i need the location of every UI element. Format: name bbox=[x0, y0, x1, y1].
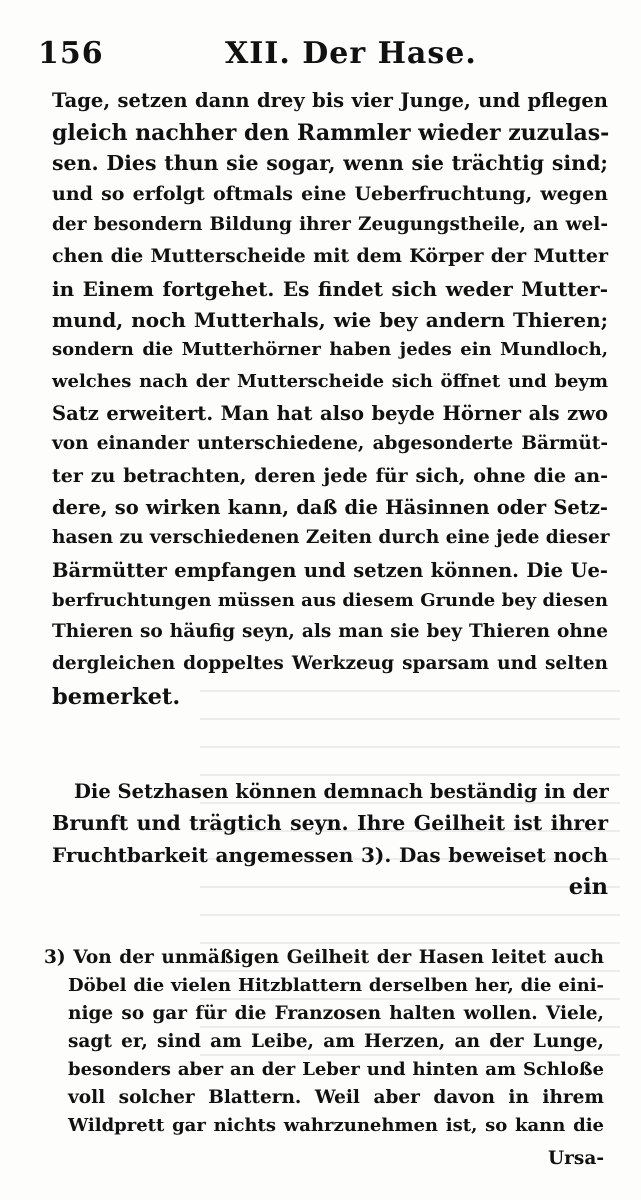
body-line: mund, noch Mutterhals, wie bey andern Thieren; bbox=[52, 308, 608, 332]
body-line: chen die Mutterscheide mit dem Körper der Mutter bbox=[52, 245, 608, 267]
body-line: Thieren so häufig seyn, als man sie bey Thieren ohne bbox=[52, 621, 608, 642]
body-line: Bärmütter empfangen und setzen können. Die Ue- bbox=[52, 559, 608, 582]
body-line: sondern die Mutterhörner haben jedes ein Mundloch, bbox=[52, 339, 608, 360]
paragraph-line: Fruchtbarkeit angemessen 3). Das beweiset noch bbox=[52, 843, 608, 867]
footnote-line: nige so gar für die Franzosen halten wollen. Viele, bbox=[68, 1003, 604, 1024]
page-number: 156 bbox=[38, 36, 104, 71]
body-line: bemerket. bbox=[52, 684, 181, 710]
body-line: ter zu betrachten, deren jede für sich, ohne die an- bbox=[52, 465, 608, 487]
body-line: in Einem fortgehet. Es findet sich weder Mutter- bbox=[52, 277, 608, 301]
body-line: der besondern Bildung ihrer Zeugungstheile, an wel- bbox=[52, 214, 608, 235]
body-line: welches nach der Mutterscheide sich öffnet und beym bbox=[52, 371, 608, 392]
footnote-line: voll solcher Blattern. Weil aber davon in ihrem bbox=[68, 1087, 604, 1108]
catchword: ein bbox=[568, 874, 608, 900]
body-line: gleich nachher den Rammler wieder zuzulas- bbox=[52, 120, 610, 146]
footnote-catchword: Ursa- bbox=[548, 1148, 604, 1169]
body-line: und so erfolgt oftmals eine Ueberfruchtung, wegen bbox=[52, 183, 608, 205]
body-line: dere, so wirken kann, daß die Häsinnen oder Setz- bbox=[52, 496, 608, 519]
footnote-line: Wildprett gar nichts wahrzunehmen ist, so kann die bbox=[68, 1115, 604, 1136]
footnote-line: besonders aber an der Leber und hinten am Schloße bbox=[68, 1059, 604, 1080]
paragraph-line: Die Setzhasen können demnach beständig in der bbox=[74, 780, 609, 803]
body-line: berfruchtungen müssen aus diesem Grunde bey diesen bbox=[52, 590, 608, 611]
running-head: XII. Der Hase. bbox=[225, 36, 477, 71]
body-line: hasen zu verschiedenen Zeiten durch eine jede dieser bbox=[52, 527, 610, 548]
body-line: dergleichen doppeltes Werkzeug sparsam und selten bbox=[52, 653, 608, 674]
paragraph-line: Brunft und trägtich seyn. Ihre Geilheit ist ihrer bbox=[52, 811, 608, 835]
footnote-line: 3) Von der unmäßigen Geilheit der Hasen leitet auch bbox=[44, 947, 604, 968]
body-line: von einander unterschiedene, abgesonderte Bärmüt- bbox=[52, 433, 608, 454]
footnote-line: Döbel die vielen Hitzblattern derselben her, die eini- bbox=[68, 975, 604, 996]
body-line: sen. Dies thun sie sogar, wenn sie trächtig sind; bbox=[52, 151, 608, 175]
footnote-line: sagt er, sind am Leibe, am Herzen, an der Lunge, bbox=[68, 1031, 604, 1052]
body-line: Tage, setzen dann drey bis vier Junge, und pflegen bbox=[52, 89, 608, 112]
body-line: Satz erweitert. Man hat also beyde Hörner als zwo bbox=[52, 402, 608, 425]
